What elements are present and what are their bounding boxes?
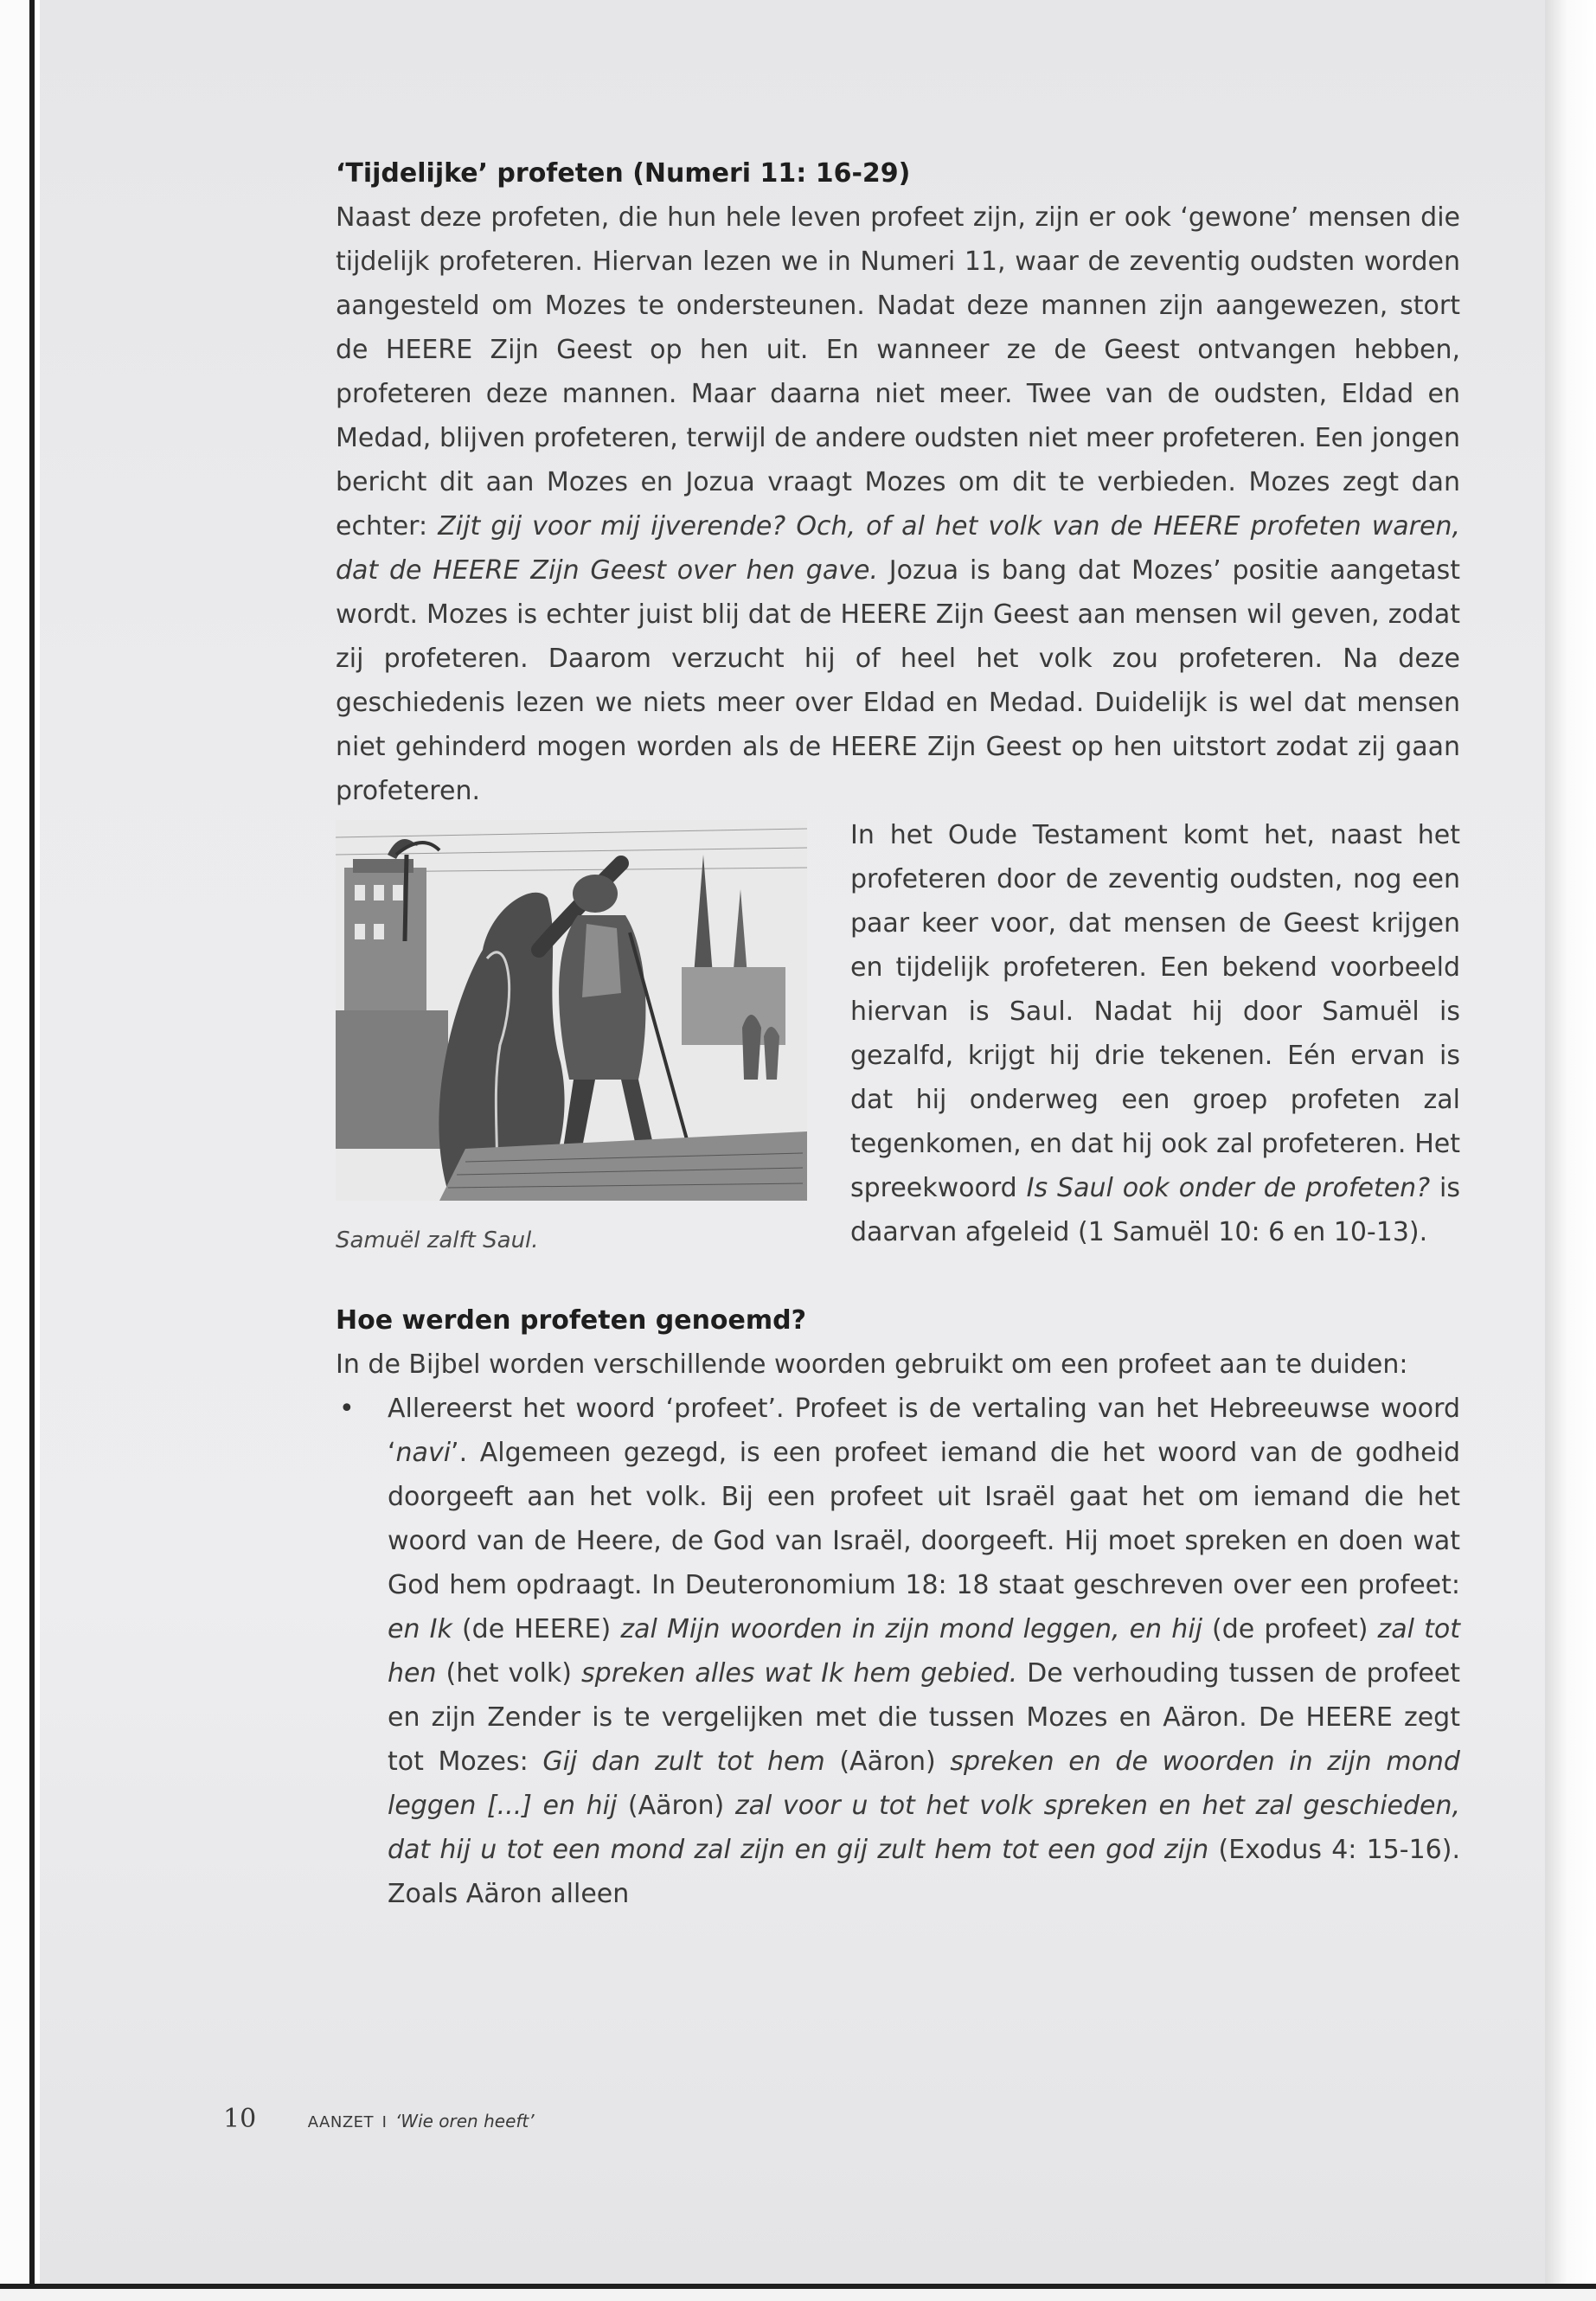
page-number: 10 [223,2104,257,2134]
text-run: (Aäron) [824,1747,951,1777]
quote-italic: spreken alles wat Ik hem gebied. [581,1658,1018,1689]
section-heading-hoe-werden-profeten-genoemd: Hoe werden profeten genoemd? [336,1305,807,1336]
running-head-separator: I [381,2113,388,2131]
text-run: (de HEERE) [452,1614,621,1644]
illustration-figure [336,820,824,1253]
scan-bottom-edge [0,2284,1596,2301]
text-run: ’. Algemeen gezegd, is een profeet iemand die het woord van de godheid doorgeeft aan het volk. Bij een profeet uit Israël gaat het om iemand die het woord van de Heere, de God van Israël, doorgeeft. Hij moet spreken en doen wat God hem opdraagt. In Deuteronomium 18: 18 staat geschreven over een profeet: [388,1438,1460,1600]
text-run: Naast deze profeten, die hun hele leven profeet zijn, zijn er ook ‘gewone’ mensen die tijdelijk profeteren. Hiervan lezen we in Numeri 11, waar de zeventig oudsten worden aangesteld om Mozes te ondersteunen. Nadat deze mannen zijn aangewezen, stort de HEERE Zijn Geest op hen uit. En wanneer ze de Geest ontvangen hebben, profeteren deze mannen. Maar daarna niet meer. Twee van de oudsten, Eldad en Medad, blijven profeteren, terwijl de andere oudsten niet meer profeteren. Een jongen bericht dit aan Mozes en Jozua vraagt Mozes om dit te verbieden. Mozes zegt dan echter: [336,202,1460,542]
text-run: is daarvan afgeleid (1 Samuël 10: 6 en 10-13). [850,1173,1460,1247]
text-run: Jozua is bang dat Mozes’ positie aangetast wordt. Mozes is echter juist blij dat de HEERE Zijn Geest aan mensen wil geven, zodat zij profeteren. Daarom verzucht hij of heel het volk zou profeteren. Na deze geschiedenis lezen we niets meer over Eldad en Medad. Duidelijk is wel dat mensen niet gehinderd mogen worden als de HEERE Zijn Geest op hen uitstort zodat zij gaan profeteren. [336,555,1460,806]
paragraph-numeri-11 [336,195,1460,813]
term-italic: navi [395,1438,452,1468]
bullet-list [336,1387,1460,1916]
text-run: Allereerst het woord ‘profeet’. Profeet is de vertaling van het Hebreeuwse woord ‘ [388,1394,1460,1468]
bullet-icon: • [339,1394,355,1424]
running-head: AANZET [307,2113,375,2131]
quote-italic: en Ik [388,1614,452,1644]
page-content [336,151,1460,1916]
quote-italic: zal tot hen [388,1614,1460,1689]
page-footer [223,2102,535,2140]
list-item [336,1387,1460,1916]
text-run: (de profeet) [1202,1614,1378,1644]
text-run: (Aäron) [617,1791,735,1821]
quote-italic: zal voor u tot het volk spreken en het zal geschieden, dat hij u tot een mond zal zijn en gij zult hem tot een god zijn [388,1791,1460,1865]
engraving-samuel-anoints-saul [336,820,807,1201]
figure-caption: Samuël zalft Saul. [336,1227,539,1253]
book-page [40,0,1545,2284]
paragraph-intro: In de Bijbel worden verschillende woorden gebruikt om een profeet aan te duiden: [336,1349,1408,1380]
book-title: ‘Wie oren heeft’ [394,2111,535,2131]
quote-italic: Gij dan zult tot hem [542,1747,825,1777]
quote-italic: Zijt gij voor mij ijverende? Och, of al het volk van de HEERE profeten waren, dat de HEERE Zijn Geest over hen gave. [336,511,1460,586]
text-run: In het Oude Testament komt het, naast het profeteren door de zeventig oudsten, nog een paar keer voor, dat mensen de Geest krijgen en tijdelijk profeteren. Een bekend voorbeeld hiervan is Saul. Nadat hij door Samuël is gezalfd, krijgt hij drie tekenen. Eén ervan is dat hij onderweg een groep profeten zal tegenkomen, en dat hij ook zal profeteren. Het spreekwoord [850,820,1460,1203]
book-spine-edge [0,0,35,2301]
text-run: (het volk) [436,1658,582,1689]
quote-italic: spreken en de woorden in zijn mond leggen [...] en hij [388,1747,1460,1821]
section-heading-tijdelijke-profeten: ‘Tijdelijke’ profeten (Numeri 11: 16-29) [336,158,911,189]
text-run: De verhouding tussen de profeet en zijn Zender is te vergelijken met die tussen Mozes en Aäron. De HEERE zegt tot Mozes: [388,1658,1460,1777]
proverb-italic: Is Saul ook onder de profeten? [1026,1173,1431,1203]
text-run: (Exodus 4: 15-16). Zoals Aäron alleen [388,1835,1461,1909]
quote-italic: zal Mijn woorden in zijn mond leggen, en hij [620,1614,1202,1644]
scan-background-right [1544,0,1596,2301]
